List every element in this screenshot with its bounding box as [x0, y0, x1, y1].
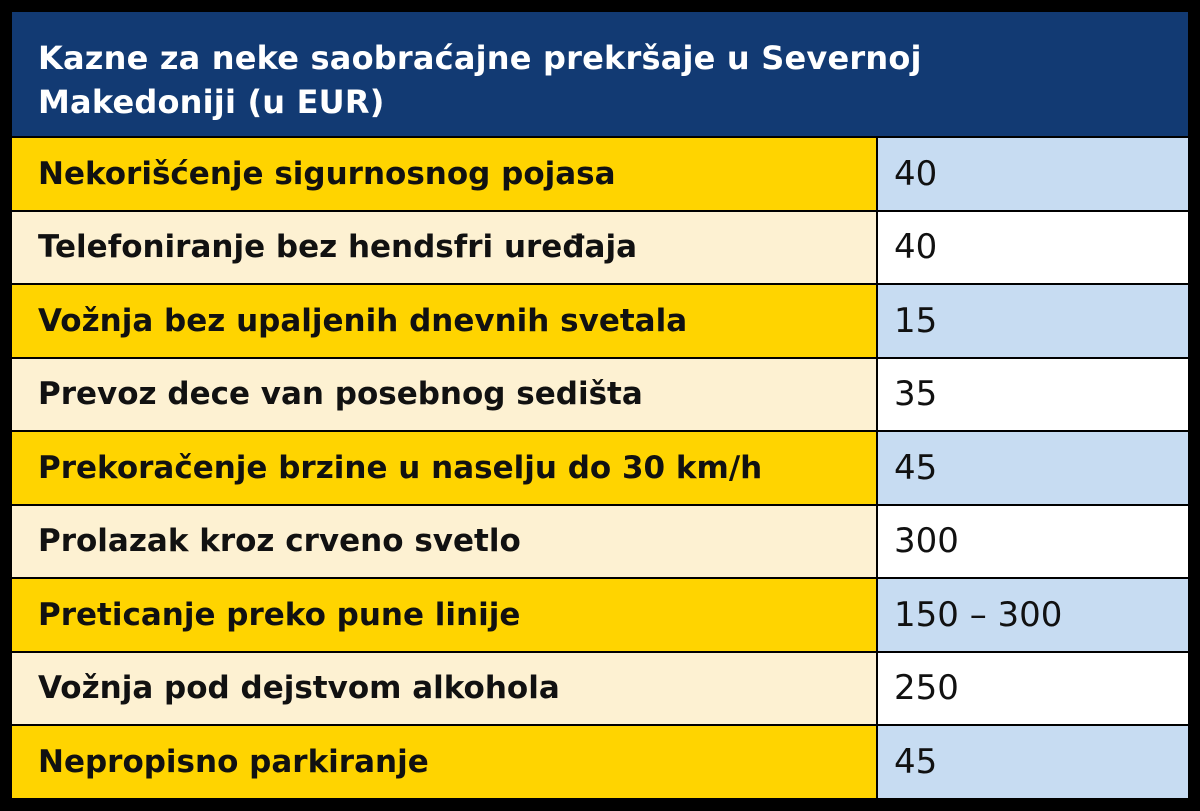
fine-amount-cell: 150 – 300	[878, 579, 1188, 651]
violation-cell: Nekorišćenje sigurnosnog pojasa	[12, 138, 876, 210]
violation-cell: Preticanje preko pune linije	[12, 579, 876, 651]
fine-amount-cell: 300	[878, 506, 1188, 578]
table-title: Kazne za neke saobraćajne prekršaje u Severnoj Makedoniji (u EUR)	[38, 39, 922, 121]
violation-cell: Vožnja bez upaljenih dnevnih svetala	[12, 285, 876, 357]
table-row	[12, 285, 1188, 357]
violation-cell: Nepropisno parkiranje	[12, 726, 876, 798]
table-row	[12, 726, 1188, 798]
violation-cell: Prevoz dece van posebnog sedišta	[12, 359, 876, 431]
table-row	[12, 212, 1188, 284]
violation-cell: Prolazak kroz crveno svetlo	[12, 506, 876, 578]
fine-amount-cell: 40	[878, 138, 1188, 210]
table-row	[12, 579, 1188, 651]
fine-amount-cell: 45	[878, 432, 1188, 504]
fine-amount-cell: 250	[878, 653, 1188, 725]
table-header	[12, 12, 1188, 136]
table-row	[12, 359, 1188, 431]
violation-cell: Vožnja pod dejstvom alkohola	[12, 653, 876, 725]
fines-table-card	[12, 12, 1188, 799]
table-row	[12, 506, 1188, 578]
table-row	[12, 653, 1188, 725]
table-row	[12, 138, 1188, 210]
fine-amount-cell: 40	[878, 212, 1188, 284]
fine-amount-cell: 15	[878, 285, 1188, 357]
violation-cell: Prekoračenje brzine u naselju do 30 km/h	[12, 432, 876, 504]
violation-cell: Telefoniranje bez hendsfri uređaja	[12, 212, 876, 284]
fine-amount-cell: 45	[878, 726, 1188, 798]
fines-table	[12, 138, 1188, 800]
table-row	[12, 432, 1188, 504]
fine-amount-cell: 35	[878, 359, 1188, 431]
